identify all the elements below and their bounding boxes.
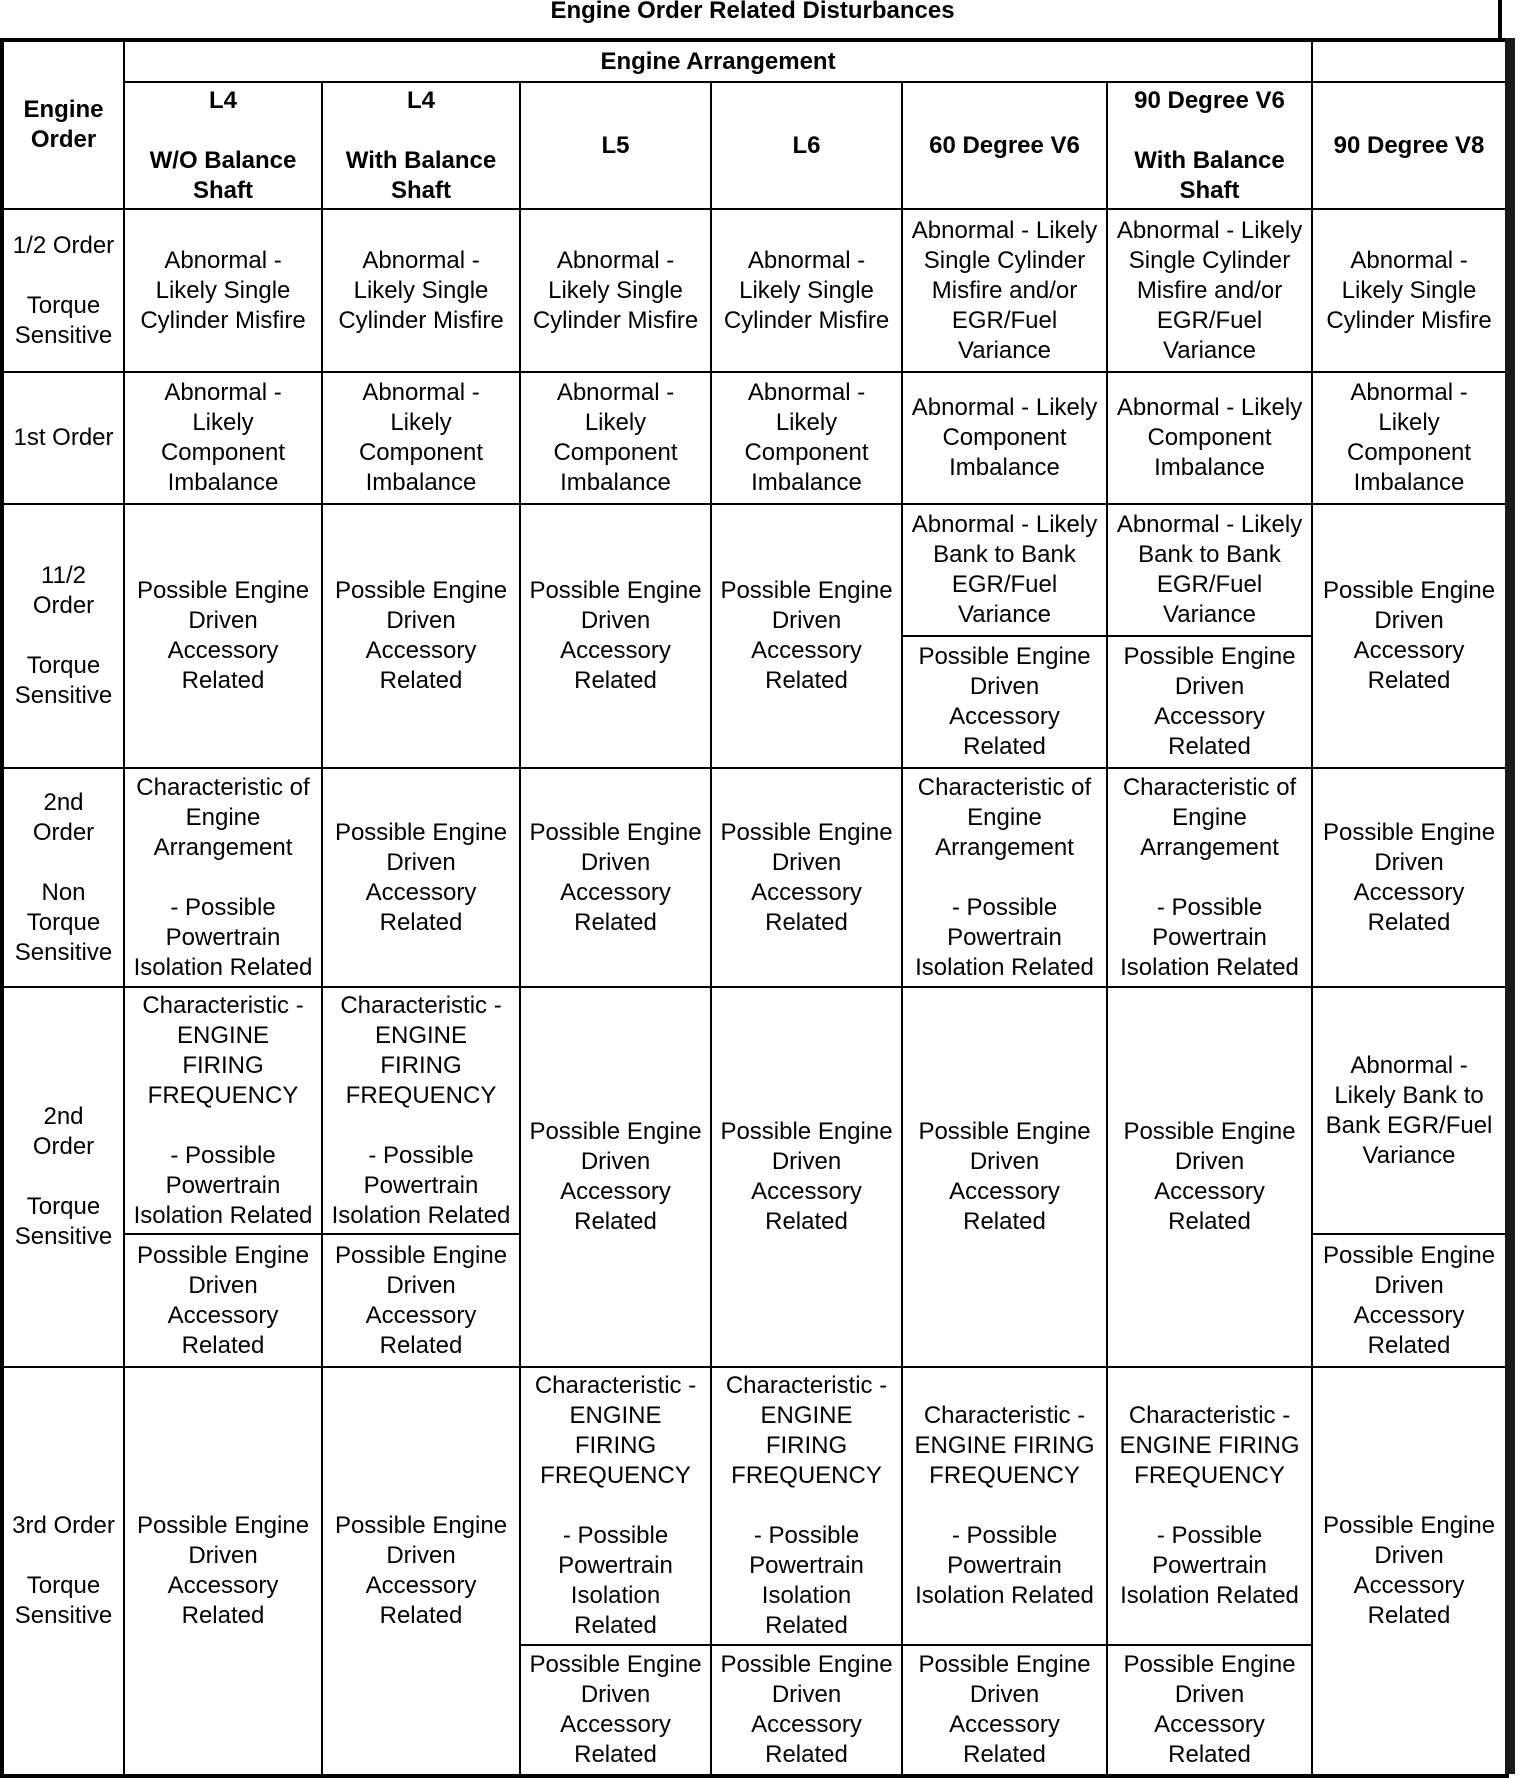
table-cell: Abnormal - Likely Single Cylinder Misfire — [1312, 209, 1507, 372]
table-row — [2, 372, 1507, 504]
table-cell: Characteristic of Engine Arrangement - Possible Powertrain Isolation Related — [902, 768, 1107, 987]
table-cell: Abnormal - Likely Single Cylinder Misfire — [124, 209, 322, 372]
table-cell: Characteristic - ENGINE FIRING FREQUENCY - Possible Powertrain Isolation Related — [124, 987, 322, 1234]
table-cell: Characteristic - ENGINE FIRING FREQUENCY - Possible Powertrain Isolation Related — [711, 1367, 902, 1645]
table-cell: Possible Engine Driven Accessory Related — [322, 1234, 520, 1367]
table-cell: Abnormal - Likely Single Cylinder Misfire and/or EGR/Fuel Variance — [1107, 209, 1312, 372]
table-cell: Abnormal - Likely Component Imbalance — [124, 372, 322, 504]
row-label-half-order: 1/2 Order Torque Sensitive — [2, 209, 124, 372]
table-cell: Possible Engine Driven Accessory Related — [520, 504, 711, 768]
row-label-3rd-order: 3rd Order Torque Sensitive — [2, 1367, 124, 1776]
column-header-90-degree-v6: 90 Degree V6 With Balance Shaft — [1107, 82, 1312, 209]
table-cell: Possible Engine Driven Accessory Related — [1312, 504, 1507, 768]
table-cell: Abnormal - Likely Component Imbalance — [711, 372, 902, 504]
table-cell: Possible Engine Driven Accessory Related — [124, 1367, 322, 1776]
header-engine-order: Engine Order — [2, 40, 124, 209]
table-cell: Characteristic - ENGINE FIRING FREQUENCY - Possible Powertrain Isolation Related — [322, 987, 520, 1234]
column-header-l4-with-balance-shaft: L4 With Balance Shaft — [322, 82, 520, 209]
right-edge-shadow-top — [1498, 0, 1502, 40]
table-row — [2, 768, 1507, 987]
engine-order-table — [0, 38, 1509, 1778]
table-cell: Characteristic - ENGINE FIRING FREQUENCY - Possible Powertrain Isolation Related — [902, 1367, 1107, 1645]
document-title: Engine Order Related Disturbances — [550, 0, 955, 24]
table-cell: Possible Engine Driven Accessory Related — [124, 1234, 322, 1367]
column-header-90-degree-v8: 90 Degree V8 — [1312, 82, 1507, 209]
right-edge-shadow — [1505, 38, 1515, 1774]
table-cell: Possible Engine Driven Accessory Related — [322, 768, 520, 987]
header-blank-cell — [1312, 40, 1507, 82]
table-cell: Abnormal - Likely Single Cylinder Misfire — [322, 209, 520, 372]
table-cell: Possible Engine Driven Accessory Related — [1312, 1234, 1507, 1367]
table-cell: Abnormal - Likely Single Cylinder Misfire — [520, 209, 711, 372]
row-label-one-and-half-order: 11/2 Order Torque Sensitive — [2, 504, 124, 768]
table-cell: Characteristic - ENGINE FIRING FREQUENCY - Possible Powertrain Isolation Related — [520, 1367, 711, 1645]
table-cell: Possible Engine Driven Accessory Related — [520, 768, 711, 987]
table-cell: Possible Engine Driven Accessory Related — [1107, 1645, 1312, 1776]
table-cell: Possible Engine Driven Accessory Related — [902, 1645, 1107, 1776]
table-row — [2, 1367, 1507, 1645]
table-cell: Abnormal - Likely Component Imbalance — [1312, 372, 1507, 504]
table-cell: Possible Engine Driven Accessory Related — [1107, 987, 1312, 1367]
table-cell: Possible Engine Driven Accessory Related — [322, 504, 520, 768]
table-cell: Abnormal - Likely Single Cylinder Misfire and/or EGR/Fuel Variance — [902, 209, 1107, 372]
table-cell: Possible Engine Driven Accessory Related — [1312, 768, 1507, 987]
table-cell: Possible Engine Driven Accessory Related — [1312, 1367, 1507, 1776]
table-cell: Possible Engine Driven Accessory Related — [711, 1645, 902, 1776]
column-header-l5: L5 — [520, 82, 711, 209]
row-label-1st-order: 1st Order — [2, 372, 124, 504]
table-cell: Possible Engine Driven Accessory Related — [711, 987, 902, 1367]
table-row — [2, 504, 1507, 636]
table-cell: Characteristic of Engine Arrangement - Possible Powertrain Isolation Related — [1107, 768, 1312, 987]
table-cell: Possible Engine Driven Accessory Related — [1107, 636, 1312, 768]
table-row — [2, 987, 1507, 1234]
table-cell: Abnormal - Likely Component Imbalance — [1107, 372, 1312, 504]
table-cell: Abnormal - Likely Component Imbalance — [322, 372, 520, 504]
table-cell: Abnormal - Likely Component Imbalance — [520, 372, 711, 504]
table-cell: Possible Engine Driven Accessory Related — [520, 1645, 711, 1776]
table-cell: Abnormal - Likely Component Imbalance — [902, 372, 1107, 504]
table-cell: Abnormal - Likely Bank to Bank EGR/Fuel Variance — [1312, 987, 1507, 1234]
table-cell: Possible Engine Driven Accessory Related — [124, 504, 322, 768]
table-cell: Possible Engine Driven Accessory Related — [902, 987, 1107, 1367]
table-cell: Abnormal - Likely Single Cylinder Misfire — [711, 209, 902, 372]
column-header-60-degree-v6: 60 Degree V6 — [902, 82, 1107, 209]
table-cell: Possible Engine Driven Accessory Related — [711, 504, 902, 768]
row-label-2nd-order-non-torque: 2nd Order Non Torque Sensitive — [2, 768, 124, 987]
column-header-l4-without-balance-shaft: L4 W/O Balance Shaft — [124, 82, 322, 209]
header-engine-arrangement: Engine Arrangement — [124, 40, 1312, 82]
row-label-2nd-order-torque: 2nd Order Torque Sensitive — [2, 987, 124, 1367]
column-header-l6: L6 — [711, 82, 902, 209]
table-cell: Characteristic - ENGINE FIRING FREQUENCY - Possible Powertrain Isolation Related — [1107, 1367, 1312, 1645]
table-cell: Abnormal - Likely Bank to Bank EGR/Fuel Variance — [1107, 504, 1312, 636]
table-cell: Abnormal - Likely Bank to Bank EGR/Fuel Variance — [902, 504, 1107, 636]
table-cell: Possible Engine Driven Accessory Related — [902, 636, 1107, 768]
table-cell: Possible Engine Driven Accessory Related — [520, 987, 711, 1367]
table-cell: Possible Engine Driven Accessory Related — [711, 768, 902, 987]
table-cell: Characteristic of Engine Arrangement - Possible Powertrain Isolation Related — [124, 768, 322, 987]
table-row — [2, 209, 1507, 372]
table-cell: Possible Engine Driven Accessory Related — [322, 1367, 520, 1776]
